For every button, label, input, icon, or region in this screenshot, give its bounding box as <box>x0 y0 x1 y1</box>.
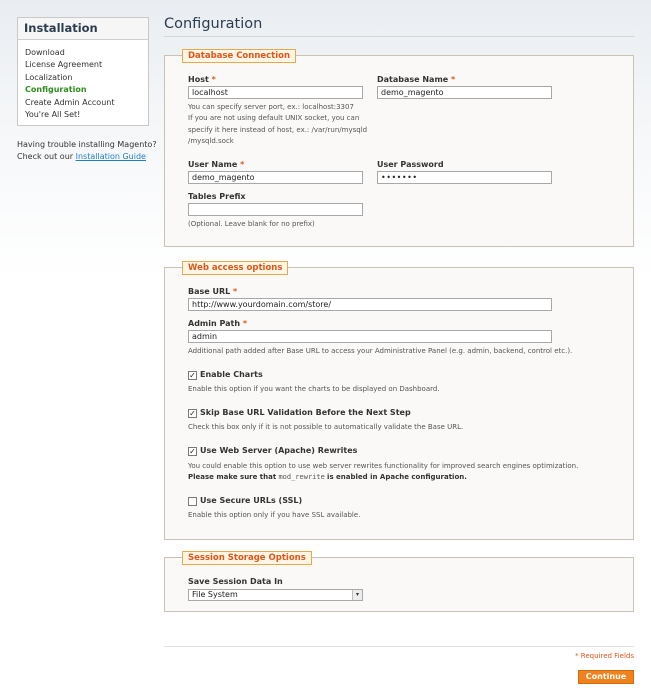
steps-list <box>18 40 148 121</box>
database-name-label: Database Name * <box>377 75 456 84</box>
user-password-input[interactable]: ••••••• <box>377 171 552 184</box>
tables-prefix-note: (Optional. Leave blank for no prefix) <box>188 220 315 228</box>
web-server-rewrites-note: You could enable this option to use web server rewrites functionality for improved search engines optimization. Please make sure that mod_rewrite is enabled in Apache configuration. <box>188 462 579 482</box>
user-password-label: User Password <box>377 160 444 169</box>
footer-divider <box>164 646 634 647</box>
step-configuration: Configuration <box>25 85 87 95</box>
save-session-data-label: Save Session Data In <box>188 577 283 586</box>
admin-path-note: Additional path added after Base URL to access your Administrative Panel (e.g. admin, backend, control etc.). <box>188 347 573 355</box>
tables-prefix-input[interactable] <box>188 203 363 216</box>
step-localization: Localization <box>25 72 73 82</box>
web-access-options-legend: Web access options <box>182 261 288 275</box>
required-fields-note: * Required Fields <box>575 652 634 660</box>
enable-charts-label: Enable Charts <box>200 370 263 379</box>
page-title: Configuration <box>164 16 263 32</box>
admin-path-label: Admin Path * <box>188 319 248 328</box>
session-storage-legend: Session Storage Options <box>182 551 312 565</box>
base-url-input[interactable]: http://www.yourdomain.com/store/ <box>188 298 552 311</box>
admin-path-input[interactable]: admin <box>188 330 552 343</box>
host-note: You can specify server port, ex.: localhost:3307 If you are not using default UNIX socket, you can specify it here instead of host, ex.: /var/run/mysqld /mysqld.sock <box>188 103 368 145</box>
host-input[interactable]: localhost <box>188 86 363 99</box>
database-name-input[interactable]: demo_magento <box>377 86 552 99</box>
chevron-down-icon: ▾ <box>352 590 362 600</box>
step-create-admin-account: Create Admin Account <box>25 97 115 107</box>
enable-charts-checkbox[interactable]: ✓ <box>189 371 196 380</box>
skip-base-url-validation-label: Skip Base URL Validation Before the Next Step <box>200 408 411 417</box>
secure-urls-label: Use Secure URLs (SSL) <box>200 496 303 505</box>
web-server-rewrites-label: Use Web Server (Apache) Rewrites <box>200 446 358 455</box>
sidebar-title: Installation <box>18 18 148 40</box>
web-server-rewrites-checkbox[interactable]: ✓ <box>189 447 196 456</box>
skip-base-url-validation-note: Check this box only if it is not possible to automatically validate the Base URL. <box>188 423 464 431</box>
web-access-options-fieldset <box>164 263 634 540</box>
base-url-label: Base URL * <box>188 287 238 296</box>
host-label: Host * <box>188 75 216 84</box>
session-storage-fieldset <box>164 553 634 612</box>
step-all-set: You're All Set! <box>25 110 81 120</box>
secure-urls-note: Enable this option only if you have SSL available. <box>188 511 361 519</box>
enable-charts-note: Enable this option if you want the charts to be displayed on Dashboard. <box>188 385 440 393</box>
title-divider <box>164 36 634 37</box>
help-line-1: Having trouble installing Magento? <box>17 140 157 149</box>
secure-urls-checkbox[interactable] <box>188 497 197 506</box>
save-session-data-select[interactable] <box>188 589 363 601</box>
installation-steps-panel <box>17 17 149 126</box>
skip-base-url-validation-checkbox[interactable]: ✓ <box>189 409 196 418</box>
step-download: Download <box>25 48 65 57</box>
database-connection-legend: Database Connection <box>182 49 296 63</box>
installation-guide-link[interactable]: Installation Guide <box>75 152 146 161</box>
save-session-data-value: File System <box>192 590 238 599</box>
continue-button[interactable]: Continue <box>578 670 634 684</box>
user-name-label: User Name * <box>188 160 245 169</box>
help-line-2: Check out our <box>17 152 74 161</box>
step-license-agreement: License Agreement <box>25 60 103 70</box>
database-connection-fieldset <box>164 51 634 247</box>
tables-prefix-label: Tables Prefix <box>188 192 246 201</box>
user-name-input[interactable]: demo_magento <box>188 171 363 184</box>
help-text <box>17 139 157 163</box>
